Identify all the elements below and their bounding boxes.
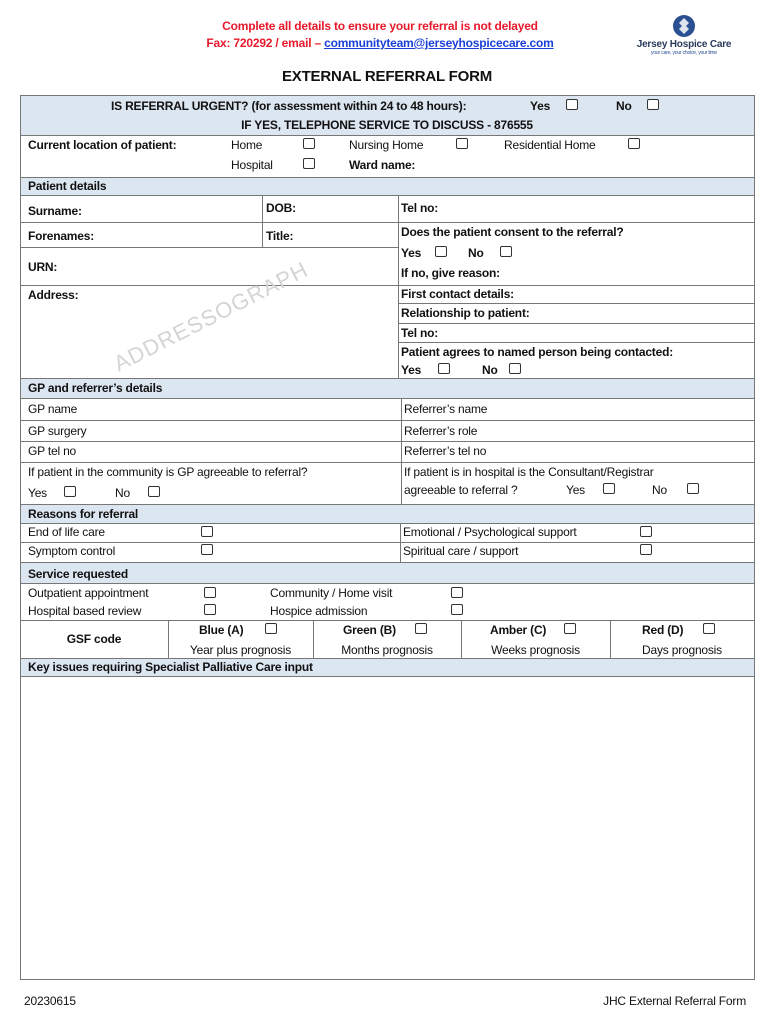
- gsf-amber-label: Amber (C): [490, 623, 547, 637]
- location-nursing-checkbox[interactable]: [456, 138, 468, 149]
- location-home-label: Home: [231, 138, 263, 152]
- reason-end-of-life-checkbox[interactable]: [201, 526, 213, 537]
- urgent-yes-checkbox[interactable]: [566, 99, 578, 110]
- reason-end-of-life-label: End of life care: [28, 525, 105, 539]
- reason-symptom-checkbox[interactable]: [201, 544, 213, 555]
- key-issues-textarea[interactable]: [22, 678, 752, 977]
- referrer-tel-field[interactable]: Referrer’s tel no: [404, 444, 487, 458]
- logo-emblem-icon: [672, 14, 696, 38]
- referrer-name-field[interactable]: Referrer’s name: [404, 402, 488, 416]
- service-community-label: Community / Home visit: [270, 586, 393, 600]
- gsf-red-checkbox[interactable]: [703, 623, 715, 634]
- footer-form-name: JHC External Referral Form: [603, 994, 746, 1008]
- service-outpatient-checkbox[interactable]: [204, 587, 216, 598]
- logo-tagline: your care, your choice, your time: [651, 50, 717, 56]
- gsf-red-label: Red (D): [642, 623, 684, 637]
- reason-spiritual-checkbox[interactable]: [640, 544, 652, 555]
- reason-emotional-label: Emotional / Psychological support: [403, 525, 577, 539]
- service-hospice-label: Hospice admission: [270, 604, 368, 618]
- gsf-blue-checkbox[interactable]: [265, 623, 277, 634]
- location-hospital-label: Hospital: [231, 158, 273, 172]
- page-title: EXTERNAL REFERRAL FORM: [281, 68, 493, 85]
- consent-no-checkbox[interactable]: [500, 246, 512, 257]
- logo: [624, 14, 744, 58]
- gsf-amber-checkbox[interactable]: [564, 623, 576, 634]
- contact-tel-field[interactable]: Tel no:: [401, 326, 439, 340]
- notice-text: Complete all details to ensure your referral is not delayed: [222, 19, 538, 33]
- reason-symptom-label: Symptom control: [28, 544, 116, 558]
- title-field[interactable]: Title:: [266, 229, 294, 243]
- gsf-green-label: Green (B): [343, 623, 396, 637]
- consultant-agree-no-checkbox[interactable]: [687, 483, 699, 494]
- key-issues-heading: Key issues requiring Specialist Palliative Care input: [28, 660, 313, 674]
- consent-yes-checkbox[interactable]: [435, 246, 447, 257]
- forenames-field[interactable]: Forenames:: [28, 229, 95, 243]
- gp-agree-yes-checkbox[interactable]: [64, 486, 76, 497]
- surname-field[interactable]: Surname:: [28, 204, 82, 218]
- agrees-no-checkbox[interactable]: [509, 363, 521, 374]
- gsf-blue-desc: Year plus prognosis: [189, 643, 292, 657]
- consent-reason-field[interactable]: If no, give reason:: [401, 266, 500, 280]
- gp-agree-question: If patient in the community is GP agreeable to referral?: [28, 465, 308, 479]
- service-hospital-review-checkbox[interactable]: [204, 604, 216, 615]
- dob-field[interactable]: DOB:: [266, 201, 296, 215]
- gsf-blue-label: Blue (A): [199, 623, 244, 637]
- gp-heading: GP and referrer’s details: [28, 381, 163, 395]
- gp-name-field[interactable]: GP name: [28, 402, 78, 416]
- agrees-no-label: No: [482, 363, 498, 377]
- footer-date: 20230615: [24, 994, 76, 1008]
- ward-name-label: Ward name:: [349, 158, 416, 172]
- tel-field[interactable]: Tel no:: [401, 201, 439, 215]
- gp-agree-yes-label: Yes: [28, 486, 47, 500]
- urgent-phone: IF YES, TELEPHONE SERVICE TO DISCUSS - 876555: [241, 118, 533, 132]
- address-field[interactable]: Address:: [28, 288, 79, 302]
- service-hospice-checkbox[interactable]: [451, 604, 463, 615]
- location-residential-label: Residential Home: [504, 138, 596, 152]
- consent-yes-label: Yes: [401, 246, 422, 260]
- consultant-agree-no-label: No: [652, 483, 667, 497]
- location-residential-checkbox[interactable]: [628, 138, 640, 149]
- location-home-checkbox[interactable]: [303, 138, 315, 149]
- gsf-red-desc: Days prognosis: [642, 643, 722, 657]
- gsf-green-desc: Months prognosis: [341, 643, 433, 657]
- agrees-question: Patient agrees to named person being contacted:: [401, 345, 673, 359]
- logo-name: Jersey Hospice Care: [636, 39, 732, 50]
- location-nursing-label: Nursing Home: [349, 138, 424, 152]
- urn-field[interactable]: URN:: [28, 260, 58, 274]
- consultant-agree-yes-label: Yes: [566, 483, 585, 497]
- gp-agree-no-label: No: [115, 486, 130, 500]
- service-hospital-review-label: Hospital based review: [28, 604, 142, 618]
- relationship-field[interactable]: Relationship to patient:: [401, 306, 530, 320]
- urgent-yes-label: Yes: [530, 99, 551, 113]
- gp-tel-field[interactable]: GP tel no: [28, 444, 77, 458]
- fax-text: Fax: 720292 / email –: [206, 36, 325, 50]
- reason-spiritual-label: Spiritual care / support: [403, 544, 519, 558]
- service-outpatient-label: Outpatient appointment: [28, 586, 149, 600]
- agrees-yes-checkbox[interactable]: [438, 363, 450, 374]
- consultant-agree-question: If patient is in hospital is the Consultant/Registrar: [404, 465, 654, 479]
- location-hospital-checkbox[interactable]: [303, 158, 315, 169]
- referrer-role-field[interactable]: Referrer’s role: [404, 424, 478, 438]
- gsf-amber-desc: Weeks prognosis: [491, 643, 580, 657]
- consultant-agree-question-2: agreeable to referral ?: [404, 483, 518, 497]
- email-link[interactable]: communityteam@jerseyhospicecare.com: [324, 36, 554, 50]
- gp-agree-no-checkbox[interactable]: [148, 486, 160, 497]
- consent-question: Does the patient consent to the referral?: [401, 225, 624, 239]
- agrees-yes-label: Yes: [401, 363, 422, 377]
- urgent-question: IS REFERRAL URGENT? (for assessment within 24 to 48 hours):: [111, 99, 467, 113]
- gp-surgery-field[interactable]: GP surgery: [28, 424, 87, 438]
- reasons-heading: Reasons for referral: [28, 507, 139, 521]
- first-contact-label: First contact details:: [401, 287, 514, 301]
- reason-emotional-checkbox[interactable]: [640, 526, 652, 537]
- location-label: Current location of patient:: [28, 138, 177, 152]
- urgent-no-label: No: [616, 99, 632, 113]
- gsf-green-checkbox[interactable]: [415, 623, 427, 634]
- consultant-agree-yes-checkbox[interactable]: [603, 483, 615, 494]
- service-community-checkbox[interactable]: [451, 587, 463, 598]
- service-heading: Service requested: [28, 567, 128, 581]
- addressograph-watermark: ADDRESSOGRAPH: [109, 256, 313, 377]
- fax-email-line: [150, 36, 610, 50]
- gsf-code-label: GSF code: [66, 632, 122, 646]
- urgent-no-checkbox[interactable]: [647, 99, 659, 110]
- patient-details-heading: Patient details: [28, 179, 107, 193]
- consent-no-label: No: [468, 246, 484, 260]
